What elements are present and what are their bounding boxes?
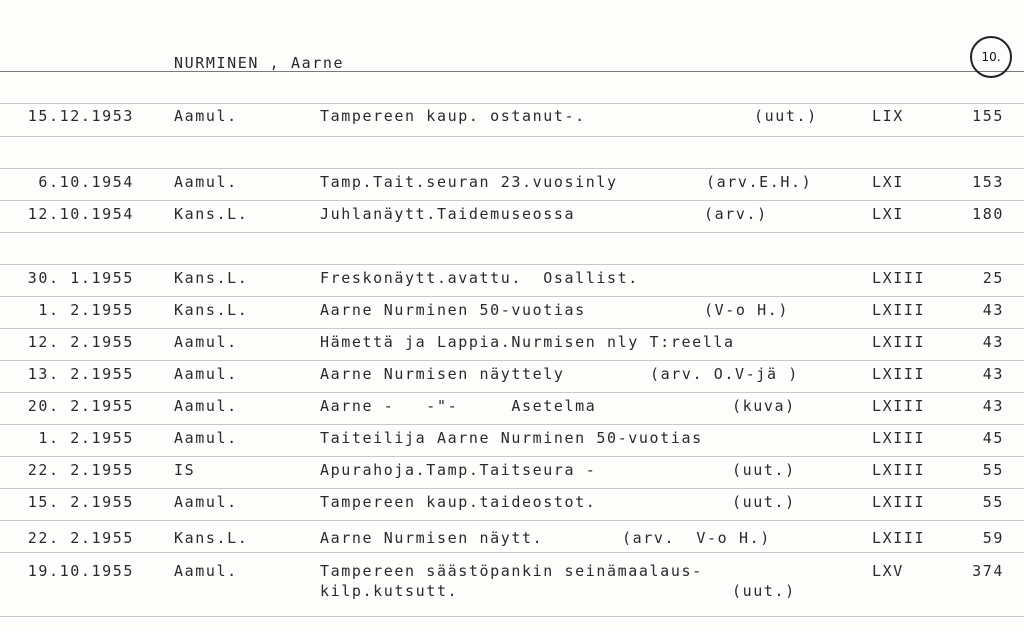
entry-title: Tampereen kaup. ostanut-. (320, 107, 586, 125)
entry-title: Tampereen säästöpankin seinämaalaus- (320, 562, 703, 580)
entry-title: Tampereen kaup.taideostot. (320, 493, 597, 511)
entry-paper: Aamul. (174, 493, 238, 511)
entry-date: 30. 1.1955 (27, 269, 134, 287)
entry-date: 22. 2.1955 (27, 529, 134, 547)
entry-title: Aarne Nurminen 50-vuotias (320, 301, 586, 319)
entry-page: 55 (982, 493, 1004, 511)
ruled-line (0, 360, 1024, 361)
entry-paper: Kans.L. (174, 205, 249, 223)
entry-paper: Aamul. (174, 365, 238, 383)
entry-page: 43 (982, 365, 1004, 383)
entry-paper: Aamul. (174, 107, 238, 125)
ruled-line (0, 232, 1024, 233)
entry-page: 25 (982, 269, 1004, 287)
entry-volume: LXIII (872, 397, 926, 415)
entry-paper: Kans.L. (174, 269, 249, 287)
entry-title: Taiteilija Aarne Nurminen 50-vuotias (320, 429, 703, 447)
entry-volume: LXI (872, 173, 904, 191)
entry-date: 15. 2.1955 (27, 493, 134, 511)
entry-page: 43 (982, 333, 1004, 351)
entry-title: Tamp.Tait.seuran 23.vuosinly (320, 173, 618, 191)
entry-note: (uut.) (754, 107, 818, 125)
entry-date: 12.10.1954 (27, 205, 134, 223)
card-number-circle (970, 36, 1012, 78)
card-heading-name: NURMINEN , Aarne (174, 54, 345, 72)
entry-note: (uut.) (732, 461, 796, 479)
ruled-line (0, 103, 1024, 104)
entry-page: 59 (982, 529, 1004, 547)
ruled-line (0, 200, 1024, 201)
entry-title: Aarne Nurmisen näytt. (320, 529, 544, 547)
header-rule (0, 71, 1024, 72)
ruled-line (0, 392, 1024, 393)
entry-note: (uut.) (732, 493, 796, 511)
entry-note: (uut.) (732, 582, 796, 600)
entry-date: 19.10.1955 (27, 562, 134, 580)
entry-title: Freskonäytt.avattu. Osallist. (320, 269, 639, 287)
entry-note: (arv.E.H.) (706, 173, 813, 191)
entry-page: 43 (982, 301, 1004, 319)
entry-paper: Aamul. (174, 429, 238, 447)
entry-paper: Aamul. (174, 562, 238, 580)
entry-page: 180 (972, 205, 1004, 223)
entry-note: (arv. V-o H.) (622, 529, 771, 547)
ruled-line (0, 488, 1024, 489)
entry-volume: LXIII (872, 301, 926, 319)
entry-page: 153 (972, 173, 1004, 191)
entry-volume: LXIII (872, 333, 926, 351)
entry-date: 13. 2.1955 (27, 365, 134, 383)
entry-paper: Kans.L. (174, 529, 249, 547)
ruled-line (0, 456, 1024, 457)
card-number: 10. (981, 50, 1001, 64)
entry-title: Apurahoja.Tamp.Taitseura - (320, 461, 597, 479)
ruled-line (0, 264, 1024, 265)
entry-note: (kuva) (732, 397, 796, 415)
entry-volume: LXIII (872, 365, 926, 383)
entry-title: Hämettä ja Lappia.Nurmisen nly T:reella (320, 333, 735, 351)
entry-title-continuation: kilp.kutsutt. (320, 582, 459, 600)
entry-paper: Aamul. (174, 397, 238, 415)
entry-date: 15.12.1953 (27, 107, 134, 125)
entry-page: 155 (972, 107, 1004, 125)
entry-page: 55 (982, 461, 1004, 479)
ruled-line (0, 520, 1024, 521)
entry-note: (V-o H.) (704, 301, 790, 319)
entry-note: (arv.) (704, 205, 768, 223)
entry-volume: LXIII (872, 493, 926, 511)
entry-page: 43 (982, 397, 1004, 415)
ruled-line (0, 136, 1024, 137)
entry-date: 6.10.1954 (38, 173, 134, 191)
entry-paper: Kans.L. (174, 301, 249, 319)
entry-volume: LXIII (872, 461, 926, 479)
entry-volume: LXI (872, 205, 904, 223)
entry-title: Aarne Nurmisen näyttely (320, 365, 565, 383)
entry-date: 12. 2.1955 (27, 333, 134, 351)
entry-volume: LXV (872, 562, 904, 580)
entry-page: 45 (982, 429, 1004, 447)
ruled-line (0, 424, 1024, 425)
entry-paper: Aamul. (174, 333, 238, 351)
ruled-line (0, 168, 1024, 169)
entry-date: 22. 2.1955 (27, 461, 134, 479)
entry-note: (arv. O.V-jä ) (650, 365, 799, 383)
entry-page: 374 (972, 562, 1004, 580)
entry-paper: IS (174, 461, 196, 479)
ruled-line (0, 328, 1024, 329)
entry-volume: LXIII (872, 529, 926, 547)
entry-date: 1. 2.1955 (38, 429, 134, 447)
entry-date: 20. 2.1955 (27, 397, 134, 415)
entry-date: 1. 2.1955 (38, 301, 134, 319)
entry-volume: LIX (872, 107, 904, 125)
entry-volume: LXIII (872, 269, 926, 287)
entry-title: Juhlanäytt.Taidemuseossa (320, 205, 576, 223)
ruled-line (0, 616, 1024, 617)
entry-volume: LXIII (872, 429, 926, 447)
ruled-line (0, 552, 1024, 553)
ruled-line (0, 296, 1024, 297)
entry-title: Aarne - -"- Asetelma (320, 397, 597, 415)
entry-paper: Aamul. (174, 173, 238, 191)
